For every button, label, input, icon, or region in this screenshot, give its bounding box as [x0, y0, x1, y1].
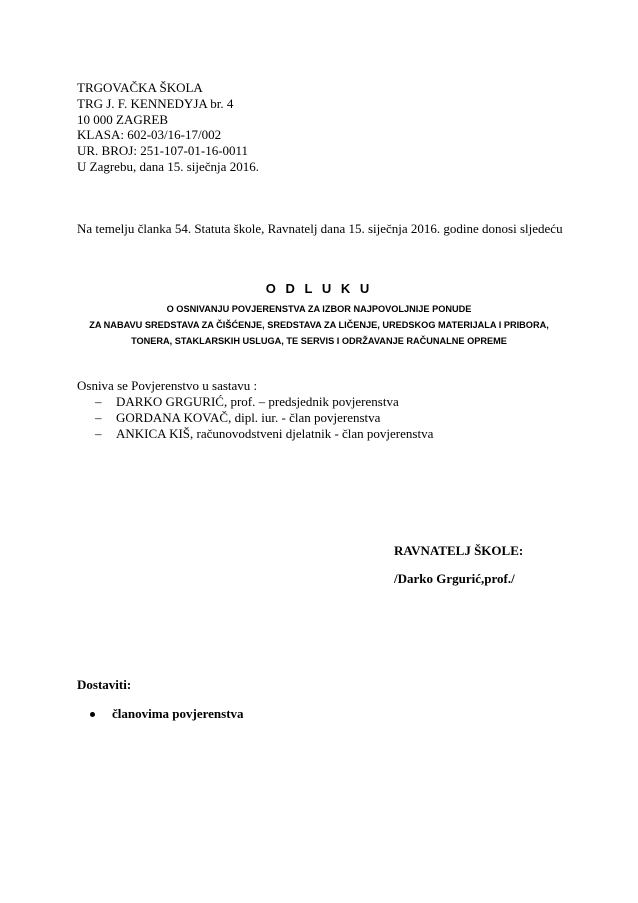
- member-text: GORDANA KOVAČ, dipl. iur. - član povjerenstva: [116, 410, 381, 425]
- school-city: 10 000 ZAGREB: [77, 111, 168, 127]
- list-item: [77, 394, 433, 410]
- member-text: DARKO GRGURIĆ, prof. – predsjednik povjerenstva: [116, 394, 399, 409]
- document-header: [77, 80, 259, 175]
- intro-paragraph: Na temelju članka 54. Statuta škole, Ravnatelj dana 15. siječnja 2016. godine donosi sljedeću: [77, 221, 563, 236]
- school-name: TRGOVAČKA ŠKOLA: [77, 80, 203, 95]
- member-text: ANKICA KIŠ, računovodstveni djelatnik - član povjerenstva: [116, 426, 434, 441]
- delivery-label: Dostaviti:: [77, 677, 132, 692]
- list-item: [95, 706, 244, 722]
- dash-icon: –: [95, 426, 102, 441]
- decision-title: O D L U K U: [265, 281, 373, 296]
- members-list: [77, 394, 433, 442]
- decision-subtitle: [0, 301, 638, 349]
- subtitle-line: ZA NABAVU SREDSTAVA ZA ČIŠĆENJE, SREDSTAVA ZA LIČENJE, UREDSKOG MATERIJALA I PRIBORA,: [89, 320, 549, 330]
- school-address: TRG J. F. KENNEDYJA br. 4: [77, 95, 234, 111]
- registry-number: UR. BROJ: 251-107-01-16-0011: [77, 143, 249, 159]
- document-date: U Zagrebu, dana 15. siječnja 2016.: [77, 158, 259, 174]
- bullet-icon: [90, 712, 95, 717]
- delivery-item-text: članovima povjerenstva: [112, 706, 244, 721]
- dash-icon: –: [95, 410, 102, 425]
- signature-role: RAVNATELJ ŠKOLE:: [394, 543, 524, 558]
- list-item: [77, 426, 433, 442]
- decision-title-block: [0, 280, 638, 349]
- class-number: KLASA: 602-03/16-17/002: [77, 127, 222, 143]
- signature-name: /Darko Grgurić,prof./: [394, 571, 515, 586]
- list-item: [77, 410, 433, 426]
- subtitle-line: TONERA, STAKLARSKIH USLUGA, TE SERVIS I ODRŽAVANJE RAČUNALNE OPREME: [131, 336, 507, 346]
- committee-members-section: [77, 378, 433, 442]
- dash-icon: –: [95, 394, 102, 409]
- subtitle-line: O OSNIVANJU POVJERENSTVA ZA IZBOR NAJPOVOLJNIJE PONUDE: [166, 304, 472, 314]
- members-intro: Osniva se Povjerenstvo u sastavu :: [77, 378, 258, 393]
- signature-block: [394, 543, 523, 587]
